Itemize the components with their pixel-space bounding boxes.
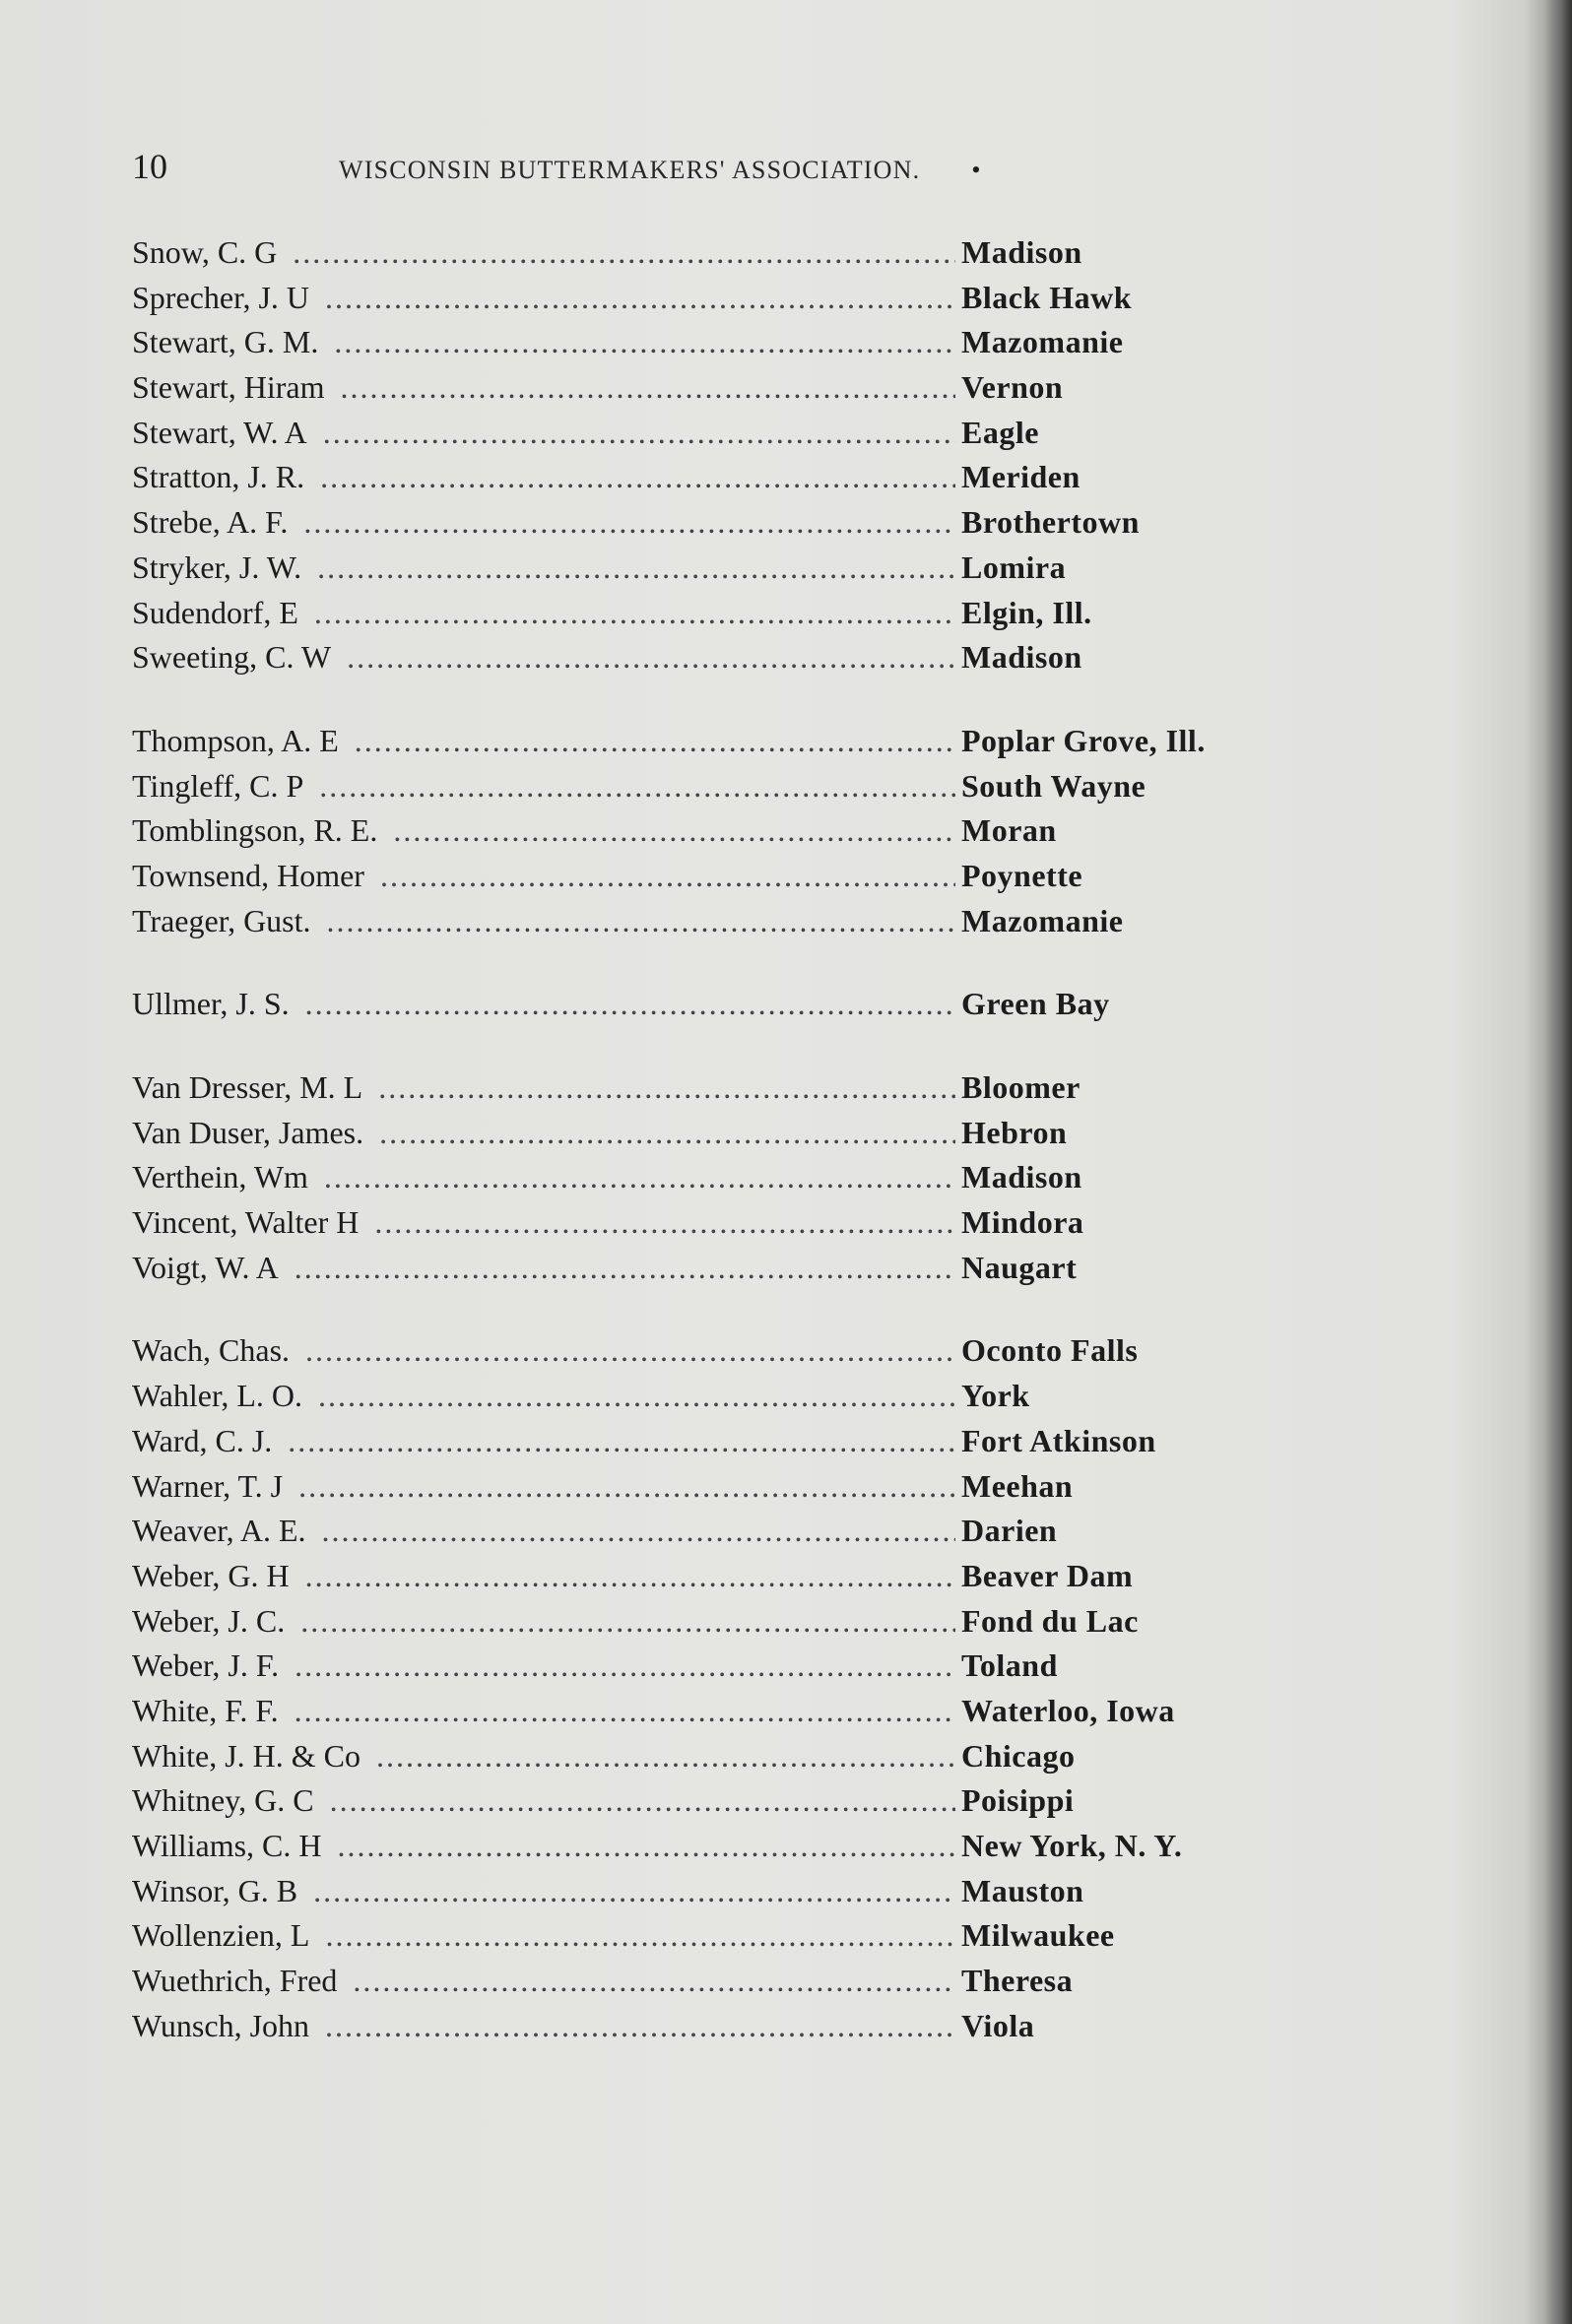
member-name: Wollenzien, L: [132, 1917, 310, 1954]
member-name: Stewart, Hiram: [132, 369, 325, 406]
member-directory: [132, 234, 1275, 2091]
member-name: Stryker, J. W.: [132, 549, 302, 585]
page-number: 10: [132, 147, 167, 186]
member-name: Thompson, A. E: [132, 722, 339, 758]
member-location: Fort Atkinson: [961, 1422, 1156, 1458]
member-name: Weaver, A. E.: [132, 1513, 306, 1549]
member-location: Beaver Dam: [961, 1557, 1134, 1593]
member-location: Milwaukee: [961, 1917, 1115, 1954]
member-name: White, J. H. & Co: [132, 1737, 360, 1774]
member-location: Mauston: [961, 1872, 1084, 1908]
member-name: Wach, Chas.: [132, 1332, 291, 1369]
member-name: Weber, J. F.: [132, 1647, 280, 1684]
directory-entry: [132, 1159, 1275, 1204]
directory-entry: [132, 369, 1275, 415]
member-location: Madison: [961, 234, 1082, 270]
directory-entry: [132, 595, 1275, 640]
member-location: Darien: [961, 1513, 1058, 1549]
member-name: Wunsch, John: [132, 2007, 310, 2043]
directory-entry: [132, 1693, 1275, 1738]
directory-entry: [132, 986, 1275, 1031]
member-location: Poisippi: [961, 1782, 1075, 1819]
directory-entry: [132, 1069, 1275, 1115]
page-edge-shadow: [1544, 0, 1572, 2324]
directory-entry: [132, 459, 1275, 504]
directory-entry: [132, 549, 1275, 595]
member-location: Oconto Falls: [961, 1332, 1139, 1369]
directory-entry: [132, 1513, 1275, 1558]
member-name: Voigt, W. A: [132, 1249, 279, 1285]
member-name: Tingleff, C. P: [132, 767, 304, 804]
directory-group: [132, 986, 1275, 1031]
member-location: Madison: [961, 639, 1082, 676]
directory-group: [132, 723, 1275, 947]
member-location: Mazomanie: [961, 324, 1124, 360]
directory-entry: [132, 280, 1275, 325]
member-location: Meriden: [961, 459, 1081, 495]
directory-entry: [132, 903, 1275, 948]
member-name: Van Duser, James.: [132, 1114, 364, 1150]
member-name: Ullmer, J. S.: [132, 986, 290, 1022]
directory-entry: [132, 1423, 1275, 1468]
member-name: Sprecher, J. U: [132, 279, 309, 315]
member-name: Stewart, G. M.: [132, 324, 319, 360]
member-location: Poynette: [961, 857, 1083, 893]
directory-group: [132, 1069, 1275, 1294]
member-location: Vernon: [961, 369, 1064, 406]
member-name: Traeger, Gust.: [132, 902, 311, 938]
directory-entry: [132, 1917, 1275, 1963]
member-location: Black Hawk: [961, 279, 1133, 315]
directory-entry: [132, 1873, 1275, 1918]
directory-entry: [132, 1332, 1275, 1378]
member-location: Chicago: [961, 1737, 1076, 1774]
member-name: Whitney, G. C: [132, 1782, 314, 1819]
directory-group: [132, 1332, 1275, 2052]
directory-entry: [132, 858, 1275, 903]
member-location: South Wayne: [961, 767, 1146, 804]
directory-entry: [132, 1828, 1275, 1873]
member-name: Wuethrich, Fred: [132, 1963, 338, 1999]
directory-entry: [132, 234, 1275, 280]
member-name: Williams, C. H: [132, 1828, 322, 1863]
member-location: Fond du Lac: [961, 1602, 1139, 1639]
directory-entry: [132, 812, 1275, 858]
member-location: Meehan: [961, 1467, 1074, 1504]
member-name: Weber, J. C.: [132, 1602, 286, 1639]
member-name: Van Dresser, M. L: [132, 1069, 363, 1105]
member-name: Strebe, A. F.: [132, 504, 289, 541]
directory-entry: [132, 1115, 1275, 1160]
directory-entry: [132, 1558, 1275, 1603]
directory-entry: [132, 1250, 1275, 1295]
running-title: WISCONSIN BUTTERMAKERS' ASSOCIATION.: [339, 156, 921, 184]
directory-entry: [132, 1963, 1275, 2008]
member-name: Stewart, W. A: [132, 414, 307, 450]
directory-entry: [132, 415, 1275, 460]
member-name: Winsor, G. B: [132, 1872, 298, 1908]
member-name: Stratton, J. R.: [132, 459, 305, 495]
member-location: York: [961, 1378, 1030, 1414]
member-name: Weber, G. H: [132, 1557, 290, 1593]
directory-entry: [132, 723, 1275, 768]
directory-group: [132, 234, 1275, 684]
member-name: Sweeting, C. W: [132, 639, 332, 676]
directory-entry: [132, 1468, 1275, 1514]
member-location: Viola: [961, 2007, 1035, 2043]
member-location: Bloomer: [961, 1069, 1081, 1105]
member-name: Verthein, Wm: [132, 1159, 308, 1195]
member-location: Mazomanie: [961, 902, 1124, 938]
member-name: White, F. F.: [132, 1692, 279, 1728]
directory-entry: [132, 504, 1275, 549]
directory-entry: [132, 2008, 1275, 2053]
directory-entry: [132, 1204, 1275, 1250]
member-location: Hebron: [961, 1114, 1068, 1150]
member-name: Snow, C. G: [132, 234, 278, 270]
directory-entry: [132, 1738, 1275, 1783]
directory-entry: [132, 1603, 1275, 1648]
member-location: Moran: [961, 812, 1057, 849]
page-header: [132, 146, 1196, 189]
member-name: Tomblingson, R. E.: [132, 812, 378, 849]
member-name: Sudendorf, E: [132, 594, 298, 630]
member-name: Warner, T. J: [132, 1467, 284, 1504]
member-location: Naugart: [961, 1249, 1078, 1285]
member-name: Townsend, Homer: [132, 857, 364, 893]
member-name: Vincent, Walter H: [132, 1204, 360, 1241]
member-location: Madison: [961, 1159, 1082, 1195]
member-location: New York, N. Y.: [961, 1828, 1183, 1863]
directory-entry: [132, 639, 1275, 684]
member-location: Brothertown: [961, 504, 1140, 541]
member-location: Poplar Grove, Ill.: [961, 722, 1206, 758]
member-location: Waterloo, Iowa: [961, 1692, 1175, 1728]
member-location: Toland: [961, 1647, 1058, 1684]
member-location: Theresa: [961, 1963, 1074, 1999]
directory-entry: [132, 768, 1275, 813]
member-name: Ward, C. J.: [132, 1422, 273, 1458]
directory-entry: [132, 1782, 1275, 1828]
member-name: Wahler, L. O.: [132, 1378, 302, 1414]
member-location: Elgin, Ill.: [961, 594, 1092, 630]
directory-entry: [132, 1378, 1275, 1423]
member-location: Eagle: [961, 414, 1039, 450]
member-location: Lomira: [961, 549, 1067, 585]
member-location: Mindora: [961, 1204, 1084, 1241]
directory-entry: [132, 1647, 1275, 1693]
member-location: Green Bay: [961, 986, 1110, 1022]
header-mark: •: [971, 156, 981, 184]
directory-entry: [132, 324, 1275, 369]
